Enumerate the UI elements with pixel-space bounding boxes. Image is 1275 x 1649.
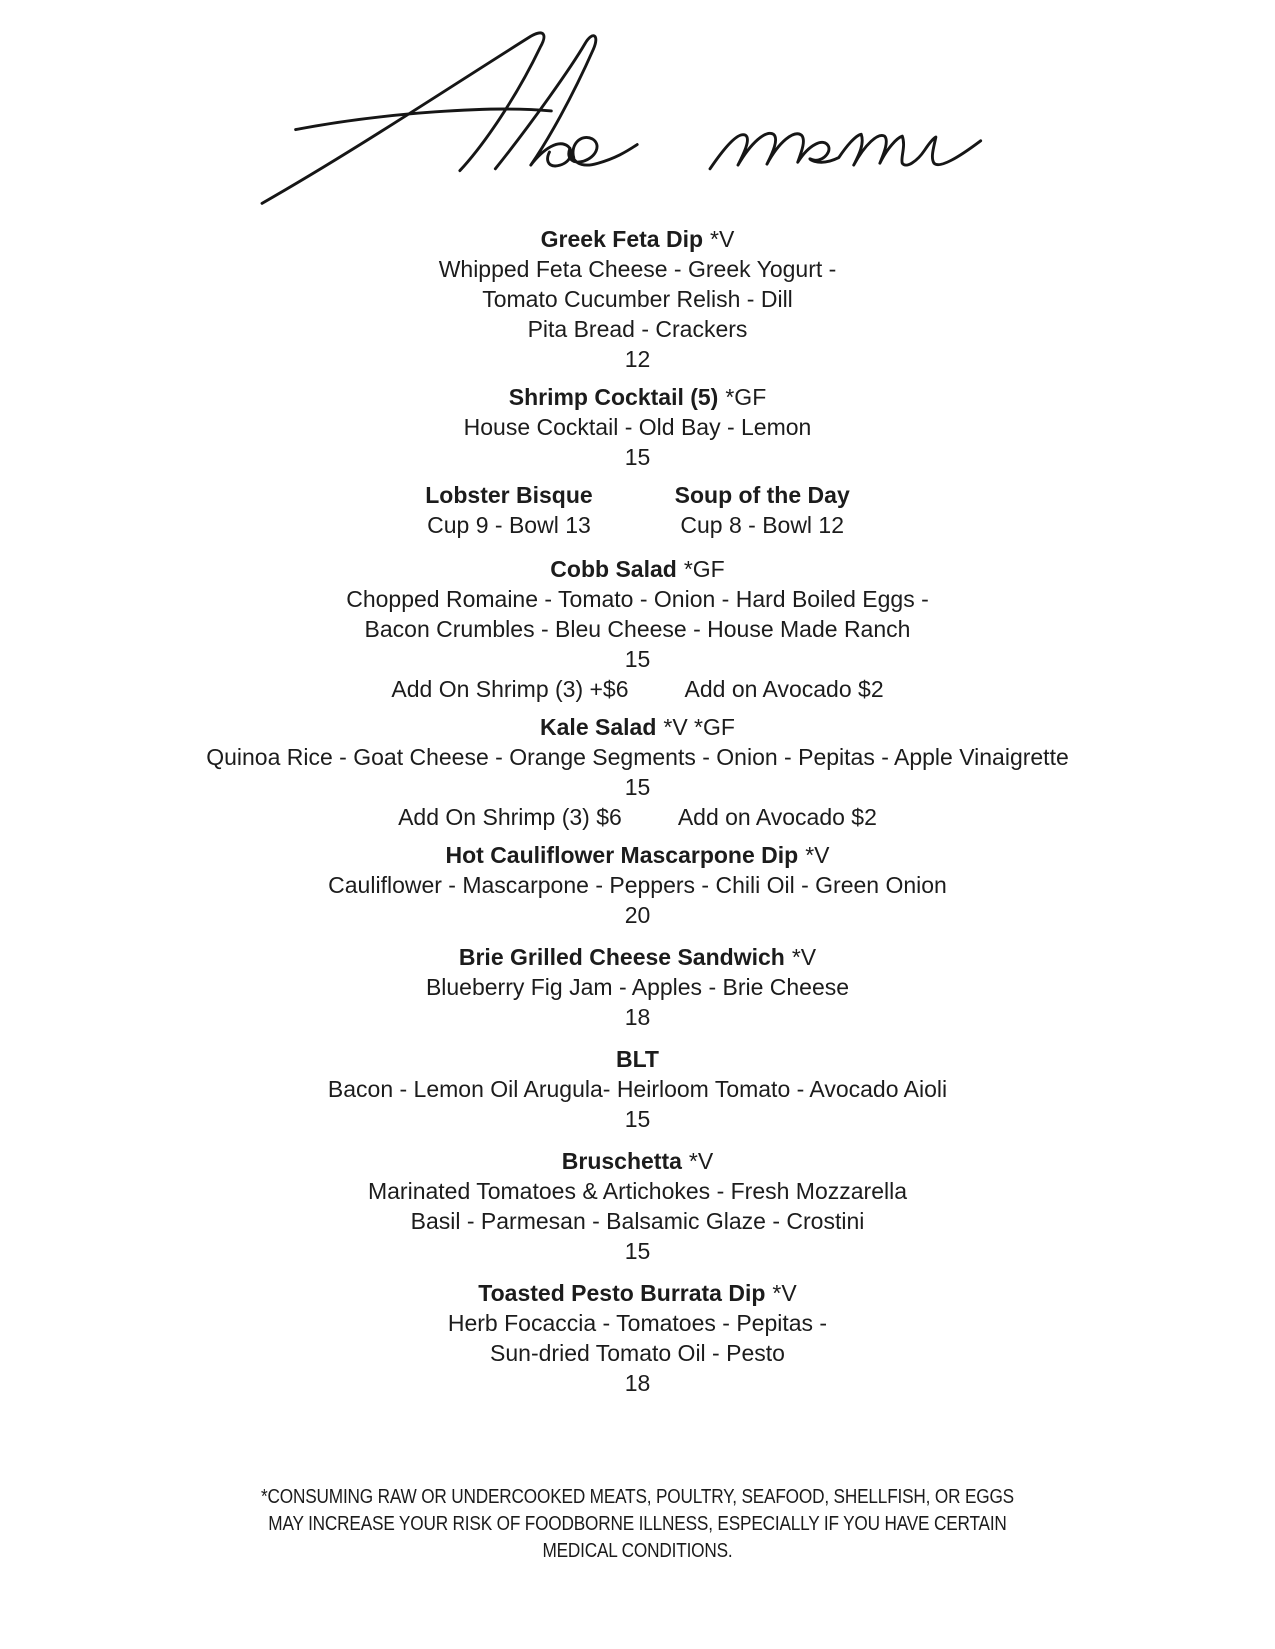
item-description: Bacon - Lemon Oil Arugula- Heirloom Tomato - Avocado Aioli bbox=[327, 1076, 948, 1102]
item-description: Basil - Parmesan - Balsamic Glaze - Crostini bbox=[410, 1208, 865, 1234]
item-description: Pita Bread - Crackers bbox=[527, 316, 748, 342]
item-description: House Cocktail - Old Bay - Lemon bbox=[463, 414, 812, 440]
item-description: Marinated Tomatoes & Artichokes - Fresh Mozzarella bbox=[367, 1178, 908, 1204]
consumption-disclaimer bbox=[89, 1484, 1186, 1565]
menu-item-soup-of-the-day bbox=[675, 480, 850, 540]
item-name: Toasted Pesto Burrata Dip bbox=[478, 1280, 766, 1306]
item-name-line bbox=[0, 1146, 1275, 1176]
menu-item-cobb-salad bbox=[0, 554, 1275, 704]
disclaimer-line: *CONSUMING RAW OR UNDERCOOKED MEATS, POULTRY, SEAFOOD, SHELLFISH, OR EGGS bbox=[261, 1486, 1014, 1508]
item-name: Greek Feta Dip bbox=[540, 226, 704, 252]
item-price: Cup 9 - Bowl 13 bbox=[427, 512, 591, 538]
item-price: 15 bbox=[624, 646, 651, 672]
menu-item-brie-grilled-cheese bbox=[0, 942, 1275, 1032]
item-name: Brie Grilled Cheese Sandwich bbox=[458, 944, 785, 970]
item-dietary-tags: *GF bbox=[683, 556, 725, 582]
addon-avocado: Add on Avocado $2 bbox=[677, 804, 877, 830]
item-price: 15 bbox=[624, 444, 651, 470]
item-name-line bbox=[0, 1044, 1275, 1074]
page-title bbox=[0, 0, 1275, 208]
item-name-line bbox=[0, 712, 1275, 742]
item-name-line bbox=[0, 554, 1275, 584]
addon-avocado: Add on Avocado $2 bbox=[684, 676, 884, 702]
item-dietary-tags: *V bbox=[772, 1280, 797, 1306]
item-price: Cup 8 - Bowl 12 bbox=[680, 512, 845, 538]
item-description: Blueberry Fig Jam - Apples - Brie Cheese bbox=[425, 974, 850, 1000]
menu-item-toasted-pesto-burrata-dip bbox=[0, 1278, 1275, 1398]
item-description: Cauliflower - Mascarpone - Peppers - Chili Oil - Green Onion bbox=[328, 872, 947, 898]
item-description: Herb Focaccia - Tomatoes - Pepitas - bbox=[447, 1310, 828, 1336]
item-description: Chopped Romaine - Tomato - Onion - Hard Boiled Eggs - bbox=[346, 586, 929, 612]
item-name: Shrimp Cocktail (5) bbox=[508, 384, 719, 410]
menu-item-bruschetta bbox=[0, 1146, 1275, 1266]
item-price: 15 bbox=[624, 1106, 651, 1132]
item-name: Bruschetta bbox=[561, 1148, 682, 1174]
item-dietary-tags: *V bbox=[710, 226, 735, 252]
item-price: 12 bbox=[624, 346, 651, 372]
menu-item-lobster-bisque bbox=[425, 480, 592, 540]
item-price: 20 bbox=[624, 902, 651, 928]
script-title-icon bbox=[186, 12, 1066, 208]
menu-item-blt bbox=[0, 1044, 1275, 1134]
item-addons bbox=[0, 674, 1275, 704]
disclaimer-line: MEDICAL CONDITIONS. bbox=[542, 1540, 733, 1562]
menu-body bbox=[0, 224, 1275, 1565]
item-name-line bbox=[0, 224, 1275, 254]
item-name: Soup of the Day bbox=[674, 482, 850, 508]
item-name-line bbox=[0, 942, 1275, 972]
disclaimer-line: MAY INCREASE YOUR RISK OF FOODBORNE ILLNESS, ESPECIALLY IF YOU HAVE CERTAIN bbox=[268, 1513, 1007, 1535]
item-description: Quinoa Rice - Goat Cheese - Orange Segments - Onion - Pepitas - Apple Vinaigrette bbox=[206, 744, 1069, 770]
item-name: Kale Salad bbox=[540, 714, 657, 740]
item-dietary-tags: *V bbox=[791, 944, 817, 970]
item-name-line bbox=[0, 1278, 1275, 1308]
item-description: Tomato Cucumber Relish - Dill bbox=[482, 286, 793, 312]
soups-row bbox=[0, 480, 1275, 540]
addon-shrimp: Add On Shrimp (3) +$6 bbox=[391, 676, 629, 702]
item-dietary-tags: *V bbox=[805, 842, 830, 868]
item-name: BLT bbox=[615, 1046, 659, 1072]
item-description: Sun-dried Tomato Oil - Pesto bbox=[490, 1340, 785, 1366]
item-description: Bacon Crumbles - Bleu Cheese - House Made Ranch bbox=[364, 616, 911, 642]
item-addons bbox=[0, 802, 1275, 832]
item-name-line bbox=[0, 382, 1275, 412]
item-name-line bbox=[0, 840, 1275, 870]
item-price: 18 bbox=[624, 1004, 651, 1030]
item-price: 15 bbox=[624, 1238, 651, 1264]
item-name: Hot Cauliflower Mascarpone Dip bbox=[445, 842, 799, 868]
menu-item-shrimp-cocktail bbox=[0, 382, 1275, 472]
item-name: Lobster Bisque bbox=[425, 482, 593, 508]
menu-item-greek-feta-dip bbox=[0, 224, 1275, 374]
addon-shrimp: Add On Shrimp (3) $6 bbox=[398, 804, 622, 830]
item-dietary-tags: *V *GF bbox=[663, 714, 735, 740]
item-price: 18 bbox=[624, 1370, 651, 1396]
item-price: 15 bbox=[624, 774, 651, 800]
item-dietary-tags: *GF bbox=[725, 384, 767, 410]
menu-item-hot-cauliflower-mascarpone-dip bbox=[0, 840, 1275, 930]
item-dietary-tags: *V bbox=[688, 1148, 714, 1174]
item-description: Whipped Feta Cheese - Greek Yogurt - bbox=[438, 256, 837, 282]
menu-item-kale-salad bbox=[0, 712, 1275, 832]
item-name: Cobb Salad bbox=[550, 556, 677, 582]
